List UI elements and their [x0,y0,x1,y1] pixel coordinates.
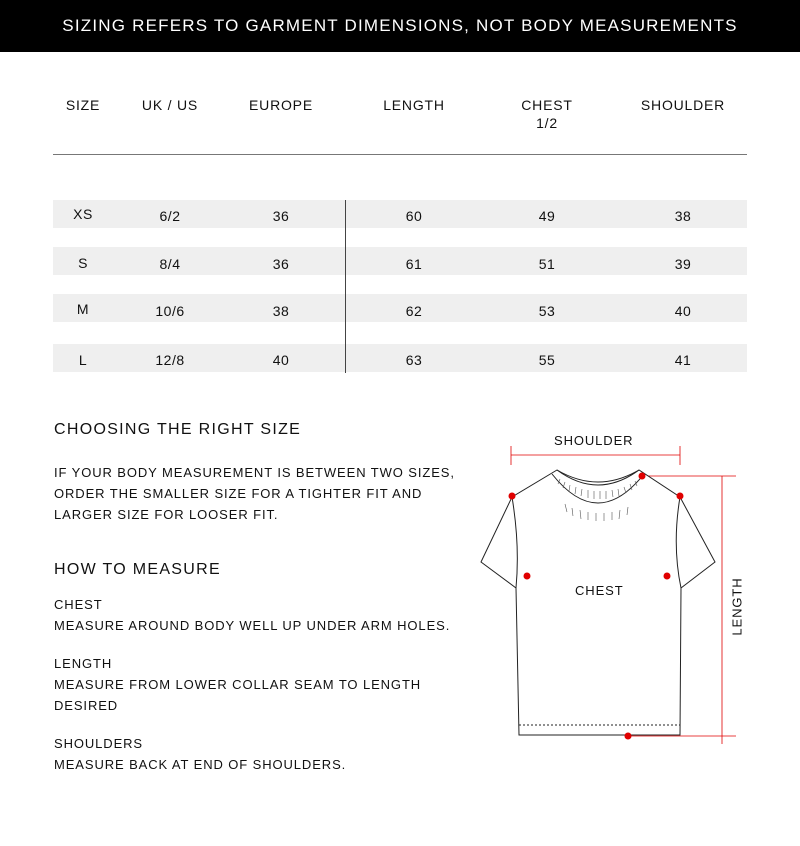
banner: SIZING REFERS TO GARMENT DIMENSIONS, NOT BODY MEASUREMENTS [0,0,800,52]
cell-europe: 38 [272,303,290,319]
measure-title: HOW TO MEASURE [54,561,221,578]
header-uk-us: UK / US [141,97,199,113]
shoulder-label: SHOULDER [554,433,634,448]
tshirt-body [481,470,715,735]
header-europe: EUROPE [249,97,313,113]
shoulder-left-point [509,493,516,500]
cell-europe: 36 [272,208,290,224]
cell-europe: 40 [272,352,290,368]
length-label: LENGTH [729,577,745,636]
choosing-line: IF YOUR BODY MEASUREMENT IS BETWEEN TWO SIZES, [54,465,455,480]
cell-length: 61 [405,256,423,272]
cell-shoulder: 41 [674,352,692,368]
collar-seam-point [639,473,646,480]
header-chest-label: CHEST [521,97,573,113]
cell-chest: 51 [538,256,556,272]
cell-chest: 55 [538,352,556,368]
shoulder-right-point [677,493,684,500]
chest-left-point [524,573,531,580]
header-chest-sub: 1/2 [536,115,558,131]
cell-shoulder: 38 [674,208,692,224]
cell-size: L [78,352,88,368]
hem-point [625,733,632,740]
cell-length: 60 [405,208,423,224]
chest-right-point [664,573,671,580]
cell-uk-us: 6/2 [159,208,181,224]
cell-europe: 36 [272,256,290,272]
length-line: MEASURE FROM LOWER COLLAR SEAM TO LENGTH [54,677,422,692]
cell-chest: 53 [538,303,556,319]
cell-uk-us: 12/8 [155,352,185,368]
cell-uk-us: 10/6 [155,303,185,319]
shoulders-title: SHOULDERS [54,736,144,751]
choosing-line: ORDER THE SMALLER SIZE FOR A TIGHTER FIT AND [54,486,423,501]
chest-title: CHEST [54,597,103,612]
length-line: DESIRED [54,698,119,713]
cell-chest: 49 [538,208,556,224]
choosing-line: LARGER SIZE FOR LOOSER FIT. [54,507,279,522]
length-title: LENGTH [54,656,113,671]
choosing-title: CHOOSING THE RIGHT SIZE [54,421,302,438]
cell-uk-us: 8/4 [159,256,181,272]
header-length: LENGTH [383,97,445,113]
cell-size: S [78,255,88,271]
shoulders-text: MEASURE BACK AT END OF SHOULDERS. [54,757,347,772]
cell-length: 62 [405,303,423,319]
chest-label: CHEST [575,583,624,598]
header-size: SIZE [65,97,101,113]
chest-text: MEASURE AROUND BODY WELL UP UNDER ARM HOLES. [54,618,451,633]
cell-length: 63 [405,352,423,368]
cell-shoulder: 39 [674,256,692,272]
cell-shoulder: 40 [674,303,692,319]
header-shoulder: SHOULDER [640,97,726,113]
tshirt-outline [481,470,715,735]
cell-size: XS [73,206,93,222]
cell-size: M [76,301,90,317]
